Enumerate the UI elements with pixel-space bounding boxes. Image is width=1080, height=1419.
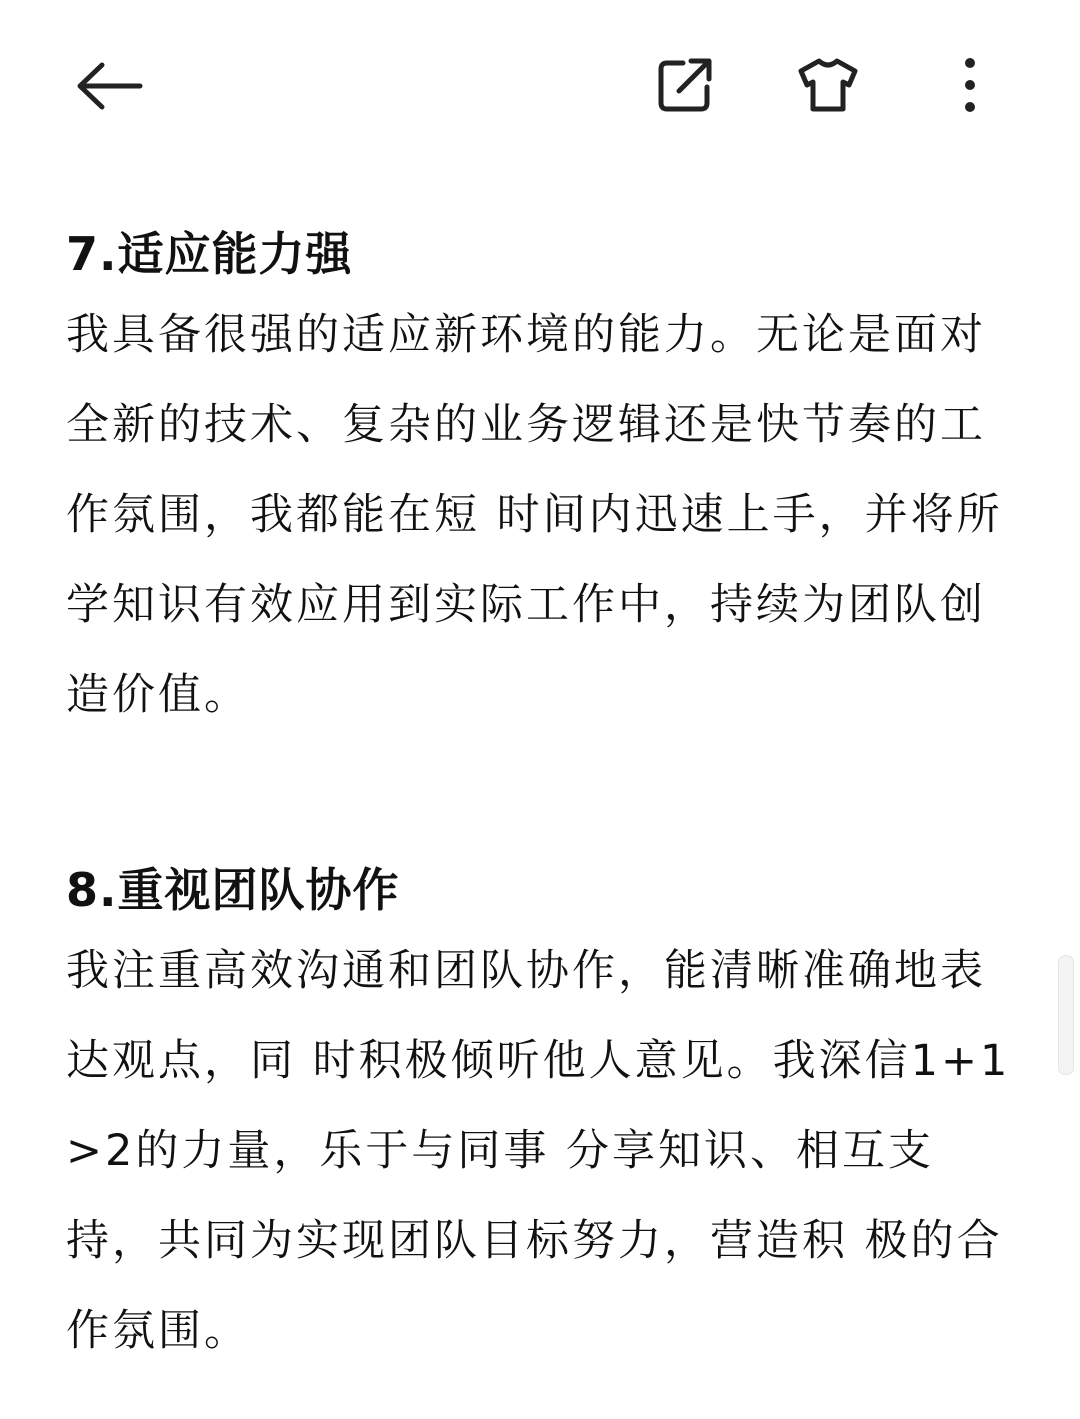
section-teamwork bbox=[66, 860, 1026, 1376]
back-button[interactable] bbox=[72, 54, 146, 118]
theme-button[interactable] bbox=[792, 52, 864, 118]
top-toolbar bbox=[0, 0, 1080, 170]
section-adaptability bbox=[66, 224, 1026, 740]
more-options-button[interactable] bbox=[950, 52, 990, 118]
share-button[interactable] bbox=[652, 52, 718, 118]
article-content bbox=[66, 210, 1026, 1376]
share-icon bbox=[655, 55, 715, 115]
more-vertical-icon bbox=[960, 55, 980, 115]
tshirt-icon bbox=[795, 55, 861, 115]
back-arrow-icon bbox=[74, 61, 144, 111]
section-heading: 7.适应能力强 bbox=[66, 227, 353, 281]
section-body: 我注重高效沟通和团队协作，能清晰准确地表达观点，同 时积极倾听他人意见。我深信1+1>2的力量，乐于与同事 分享知识、相互支持，共同为实现团队目标努力，营造积 极的合作氛围。 bbox=[66, 946, 1011, 1356]
section-body: 我具备很强的适应新环境的能力。无论是面对全新的技术、复杂的业务逻辑还是快节奏的工作氛围，我都能在短 时间内迅速上手，并将所学知识有效应用到实际工作中，持续为团队创造价值。 bbox=[66, 310, 1003, 720]
section-heading: 8.重视团队协作 bbox=[66, 863, 400, 917]
scrollbar[interactable] bbox=[1058, 955, 1074, 1075]
